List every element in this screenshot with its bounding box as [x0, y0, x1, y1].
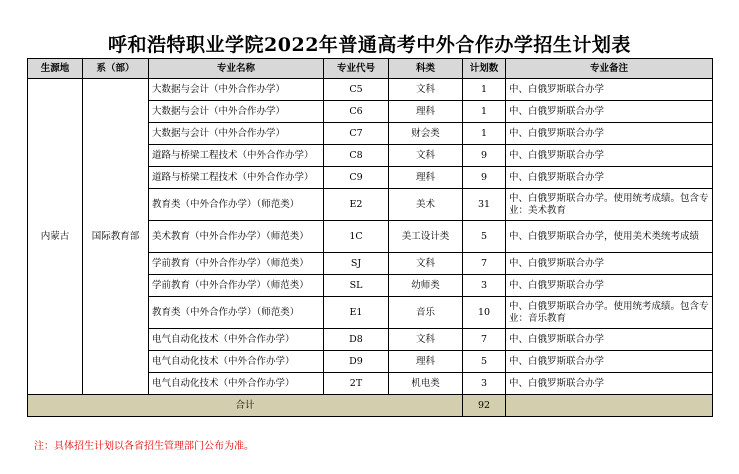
- remark-cell: 中、白俄罗斯联合办学。使用统考成绩。包含专业：音乐教育: [506, 297, 713, 329]
- major-name-cell: 电气自动化技术（中外合作办学）: [149, 329, 324, 351]
- plan-count-cell: 9: [463, 167, 506, 189]
- header-department: 系（部）: [83, 59, 149, 79]
- category-cell: 音乐: [389, 297, 463, 329]
- plan-count-cell: 7: [463, 253, 506, 275]
- remark-cell: 中、白俄罗斯联合办学: [506, 167, 713, 189]
- header-plan-count: 计划数: [463, 59, 506, 79]
- header-major-code: 专业代号: [324, 59, 389, 79]
- major-name-cell: 道路与桥梁工程技术（中外合作办学）: [149, 145, 324, 167]
- table-header-row: [28, 59, 713, 79]
- category-cell: 机电类: [389, 373, 463, 395]
- plan-count-cell: 5: [463, 351, 506, 373]
- remark-cell: 中、白俄罗斯联合办学: [506, 145, 713, 167]
- major-code-cell: C9: [324, 167, 389, 189]
- plan-count-cell: 3: [463, 373, 506, 395]
- major-name-cell: 教育类（中外合作办学）（师范类）: [149, 189, 324, 221]
- category-cell: 文科: [389, 79, 463, 101]
- remark-cell: 中、白俄罗斯联合办学。使用统考成绩。包含专业：美术教育: [506, 189, 713, 221]
- total-row: [28, 395, 713, 417]
- major-code-cell: C5: [324, 79, 389, 101]
- major-code-cell: E2: [324, 189, 389, 221]
- plan-count-cell: 10: [463, 297, 506, 329]
- enrollment-plan-table: [27, 58, 713, 417]
- plan-count-cell: 5: [463, 221, 506, 253]
- category-cell: 理科: [389, 101, 463, 123]
- footnote: 注：具体招生计划以各省招生管理部门公布为准。: [34, 441, 254, 452]
- category-cell: 美工设计类: [389, 221, 463, 253]
- header-major-name: 专业名称: [149, 59, 324, 79]
- page-title: 呼和浩特职业学院2022年普通高考中外合作办学招生计划表: [108, 34, 631, 56]
- major-code-cell: D9: [324, 351, 389, 373]
- remark-cell: 中、白俄罗斯联合办学: [506, 101, 713, 123]
- source-region-cell: 内蒙古: [28, 79, 83, 395]
- remark-cell: 中、白俄罗斯联合办学，使用美术类统考成绩: [506, 221, 713, 253]
- plan-count-cell: 1: [463, 101, 506, 123]
- remark-cell: 中、白俄罗斯联合办学: [506, 373, 713, 395]
- department-cell: 国际教育部: [83, 79, 149, 395]
- remark-cell: 中、白俄罗斯联合办学: [506, 329, 713, 351]
- category-cell: 理科: [389, 351, 463, 373]
- table-row: [28, 79, 713, 101]
- category-cell: 理科: [389, 167, 463, 189]
- plan-count-cell: 9: [463, 145, 506, 167]
- total-value: 92: [463, 395, 506, 417]
- major-name-cell: 电气自动化技术（中外合作办学）: [149, 373, 324, 395]
- major-name-cell: 美术教育（中外合作办学）（师范类）: [149, 221, 324, 253]
- major-name-cell: 学前教育（中外合作办学）（师范类）: [149, 253, 324, 275]
- header-category: 科类: [389, 59, 463, 79]
- remark-cell: 中、白俄罗斯联合办学: [506, 79, 713, 101]
- remark-cell: 中、白俄罗斯联合办学: [506, 351, 713, 373]
- header-remark: 专业备注: [506, 59, 713, 79]
- major-code-cell: SJ: [324, 253, 389, 275]
- plan-count-cell: 1: [463, 123, 506, 145]
- total-remark-empty: [506, 395, 713, 417]
- major-name-cell: 道路与桥梁工程技术（中外合作办学）: [149, 167, 324, 189]
- remark-cell: 中、白俄罗斯联合办学: [506, 123, 713, 145]
- major-code-cell: 2T: [324, 373, 389, 395]
- major-name-cell: 教育类（中外合作办学）（师范类）: [149, 297, 324, 329]
- category-cell: 财会类: [389, 123, 463, 145]
- header-source-region: 生源地: [28, 59, 83, 79]
- plan-count-cell: 7: [463, 329, 506, 351]
- major-code-cell: SL: [324, 275, 389, 297]
- category-cell: 文科: [389, 329, 463, 351]
- major-name-cell: 电气自动化技术（中外合作办学）: [149, 351, 324, 373]
- remark-cell: 中、白俄罗斯联合办学: [506, 275, 713, 297]
- category-cell: 幼师类: [389, 275, 463, 297]
- major-code-cell: C6: [324, 101, 389, 123]
- major-code-cell: 1C: [324, 221, 389, 253]
- major-name-cell: 大数据与会计（中外合作办学）: [149, 101, 324, 123]
- plan-count-cell: 1: [463, 79, 506, 101]
- category-cell: 文科: [389, 145, 463, 167]
- major-name-cell: 学前教育（中外合作办学）（师范类）: [149, 275, 324, 297]
- category-cell: 文科: [389, 253, 463, 275]
- remark-cell: 中、白俄罗斯联合办学: [506, 253, 713, 275]
- plan-count-cell: 3: [463, 275, 506, 297]
- major-code-cell: D8: [324, 329, 389, 351]
- major-name-cell: 大数据与会计（中外合作办学）: [149, 79, 324, 101]
- major-name-cell: 大数据与会计（中外合作办学）: [149, 123, 324, 145]
- major-code-cell: C8: [324, 145, 389, 167]
- major-code-cell: E1: [324, 297, 389, 329]
- total-label: 合计: [28, 395, 463, 417]
- plan-count-cell: 31: [463, 189, 506, 221]
- major-code-cell: C7: [324, 123, 389, 145]
- category-cell: 美术: [389, 189, 463, 221]
